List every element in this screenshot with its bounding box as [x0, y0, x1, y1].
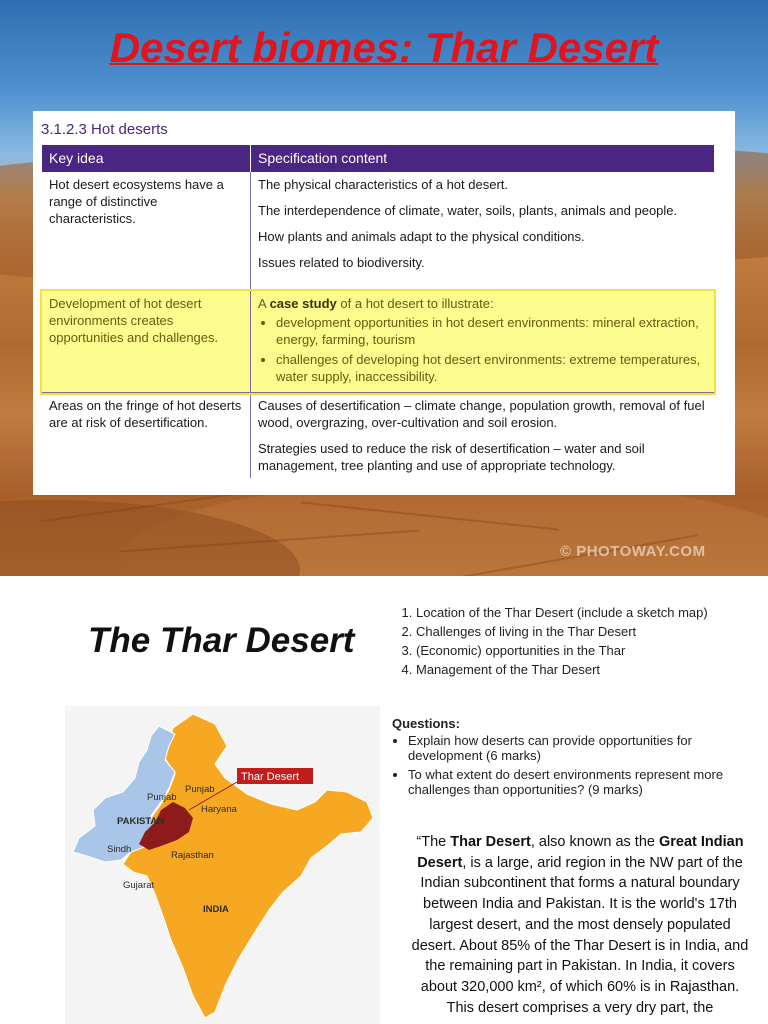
list-item: 2. Challenges of living in the Thar Desert [416, 622, 768, 641]
quote-text: “The [416, 834, 451, 850]
quote-bold: Thar Desert [450, 834, 531, 850]
key-idea-cell: Hot desert ecosystems have a range of distinctive characteristics. [42, 172, 251, 291]
case-study-bullets [258, 314, 707, 385]
questions-list [392, 733, 764, 797]
intro-text: A [258, 296, 270, 311]
key-idea-cell: Areas on the fringe of hot deserts are at risk of desertification. [42, 393, 251, 479]
spec-line: The interdependence of climate, water, soils, plants, animals and people. [258, 203, 678, 218]
spec-line: How plants and animals adapt to the physical conditions. [258, 229, 585, 244]
thar-description-quote [410, 832, 750, 1018]
quote-text: , also known as the [530, 834, 659, 850]
list-item: • challenges of developing hot desert environments: extreme temperatures, water supply, inaccessibility. [276, 351, 707, 385]
list-item: 1. Location of the Thar Desert (include a sketch map) [416, 603, 768, 622]
slide-thar-desert [0, 576, 768, 1024]
thar-callout-label: Thar Desert [241, 771, 300, 783]
specification-table [42, 145, 714, 478]
map-label-haryana: Haryana [201, 804, 237, 815]
spec-line: The physical characteristics of a hot desert. [258, 177, 509, 192]
table-row [42, 172, 714, 291]
spec-line: Causes of desertification – climate change, population growth, removal of fuel wood, overgrazing, over-cultivation and soil erosion. [258, 398, 705, 430]
col-specification-content: Specification content [251, 145, 715, 172]
questions-heading: Questions: [392, 716, 460, 731]
thar-location-map [65, 706, 380, 1024]
col-key-idea: Key idea [42, 145, 251, 172]
questions-block [392, 716, 764, 801]
quote-bold: Great Indian Desert [417, 834, 744, 871]
map-label-rajasthan: Rajasthan [171, 850, 214, 861]
spec-cell [251, 393, 715, 479]
key-idea-cell: Development of hot desert environments creates opportunities and challenges. [42, 291, 251, 393]
spec-line: Issues related to biodiversity. [258, 255, 425, 270]
spec-cell [251, 291, 715, 393]
list-item: 3. (Economic) opportunities in the Thar [416, 641, 768, 660]
table-row [42, 393, 714, 479]
slide-title: Desert biomes: Thar Desert [109, 24, 659, 71]
list-item: • Explain how deserts can provide opportunities for development (6 marks) [408, 733, 764, 763]
table-header-row [42, 145, 714, 172]
case-study-bold: case study [269, 296, 337, 311]
specification-panel [33, 111, 735, 495]
spec-line: Strategies used to reduce the risk of desertification – water and soil management, tree planting and use of appropriate technology. [258, 441, 645, 473]
case-study-intro [258, 295, 707, 312]
list-item: • To what extent do desert environments represent more challenges than opportunities? (9 marks) [408, 767, 764, 797]
intro-text: of a hot desert to illustrate: [336, 296, 494, 311]
spec-cell [251, 172, 715, 291]
map-svg [65, 706, 380, 1024]
map-label-gujarat: Gujarat [123, 880, 155, 891]
spec-heading: 3.1.2.3 Hot deserts [41, 121, 168, 138]
map-label-sindh: Sindh [107, 844, 132, 855]
map-label-india: INDIA [203, 904, 229, 915]
task-list [392, 603, 768, 679]
list-item: • development opportunities in hot desert environments: mineral extraction, energy, farming, tourism [276, 314, 707, 348]
quote-text: , is a large, arid region in the NW part of the Indian subcontinent that forms a natural boundary between India and Pakistan. It is the world's 17th largest desert, and the most densely populated desert. About 85% of the Thar Desert is in India, and the remaining part in Pakistan. In India, it covers about 320,000 km², of which 60% is in Rajasthan. This desert comprises a very dry part, the [411, 854, 749, 1016]
slide-title: The Thar Desert [88, 621, 355, 660]
map-label-punjab-pakistan: Punjab [147, 792, 177, 803]
map-label-pakistan: PAKISTAN [117, 816, 165, 827]
map-label-punjab-india: Punjab [185, 784, 215, 795]
highlighted-table-row [42, 291, 714, 393]
photo-watermark: © PHOTOWAY.COM [560, 543, 706, 560]
list-item: 4. Management of the Thar Desert [416, 660, 768, 679]
